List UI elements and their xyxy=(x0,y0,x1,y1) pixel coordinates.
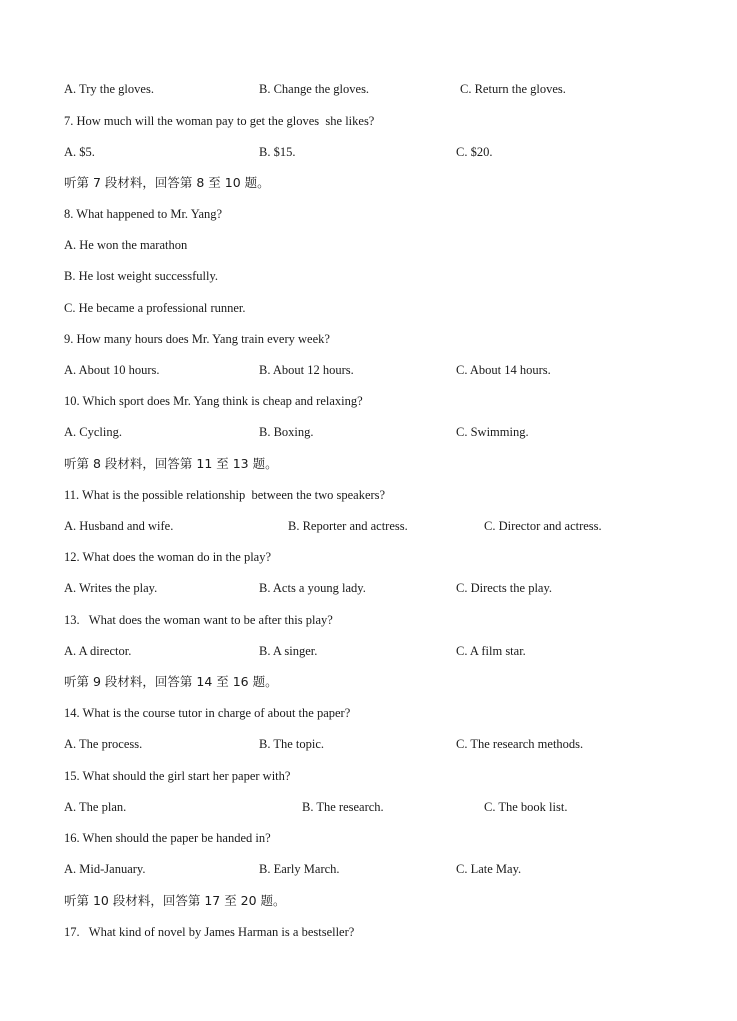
answer-option: C. Director and actress. xyxy=(484,519,602,533)
answer-option: B. A singer. xyxy=(259,644,318,658)
question-text: C. He became a professional runner. xyxy=(64,301,246,315)
section-instruction: 听第 10 段材料，回答第 17 至 20 题。 xyxy=(64,893,286,908)
answer-option: A. The process. xyxy=(64,737,143,751)
answer-option: A. The plan. xyxy=(64,800,127,814)
section-instruction: 听第 7 段材料，回答第 8 至 10 题。 xyxy=(64,175,270,190)
question-text: 10. Which sport does Mr. Yang think is cheap and relaxing? xyxy=(64,394,363,408)
question-text: 17. What kind of novel by James Harman is a bestseller? xyxy=(64,925,355,939)
question-text: 7. How much will the woman pay to get the gloves she likes? xyxy=(64,114,375,128)
answer-option: A. Mid-January. xyxy=(64,862,146,876)
answer-option: B. The research. xyxy=(302,800,384,814)
answer-option: B. The topic. xyxy=(259,737,325,751)
answer-option: C. Late May. xyxy=(456,862,522,876)
section-instruction: 听第 9 段材料，回答第 14 至 16 题。 xyxy=(64,674,278,689)
answer-option: B. Acts a young lady. xyxy=(259,581,366,595)
answer-option: B. About 12 hours. xyxy=(259,363,354,377)
answer-option: A. Husband and wife. xyxy=(64,519,174,533)
answer-option: B. Change the gloves. xyxy=(259,82,370,96)
question-text: 8. What happened to Mr. Yang? xyxy=(64,207,223,221)
question-text: 9. How many hours does Mr. Yang train every week? xyxy=(64,332,330,346)
question-text: A. He won the marathon xyxy=(64,238,188,252)
answer-option: B. Early March. xyxy=(259,862,340,876)
answer-option: C. About 14 hours. xyxy=(456,363,551,377)
answer-option: C. The book list. xyxy=(484,800,568,814)
answer-option: A. $5. xyxy=(64,145,95,159)
answer-option: B. Reporter and actress. xyxy=(288,519,408,533)
answer-option: C. Directs the play. xyxy=(456,581,553,595)
answer-option: A. A director. xyxy=(64,644,132,658)
question-text: B. He lost weight successfully. xyxy=(64,269,219,283)
answer-option: C. Return the gloves. xyxy=(460,82,566,96)
question-text: 14. What is the course tutor in charge of about the paper? xyxy=(64,706,351,720)
question-text: 12. What does the woman do in the play? xyxy=(64,550,272,564)
answer-option: B. Boxing. xyxy=(259,425,314,439)
question-text: 16. When should the paper be handed in? xyxy=(64,831,271,845)
answer-option: A. Writes the play. xyxy=(64,581,158,595)
answer-option: C. Swimming. xyxy=(456,425,529,439)
answer-option: A. About 10 hours. xyxy=(64,363,160,377)
question-text: 11. What is the possible relationship between the two speakers? xyxy=(64,488,386,502)
answer-option: C. A film star. xyxy=(456,644,526,658)
answer-option: A. Cycling. xyxy=(64,425,122,439)
section-instruction: 听第 8 段材料，回答第 11 至 13 题。 xyxy=(64,456,278,471)
question-text: 15. What should the girl start her paper with? xyxy=(64,769,291,783)
answer-option: B. $15. xyxy=(259,145,296,159)
question-text: 13. What does the woman want to be after this play? xyxy=(64,613,333,627)
answer-option: A. Try the gloves. xyxy=(64,82,154,96)
answer-option: C. $20. xyxy=(456,145,493,159)
answer-option: C. The research methods. xyxy=(456,737,584,751)
